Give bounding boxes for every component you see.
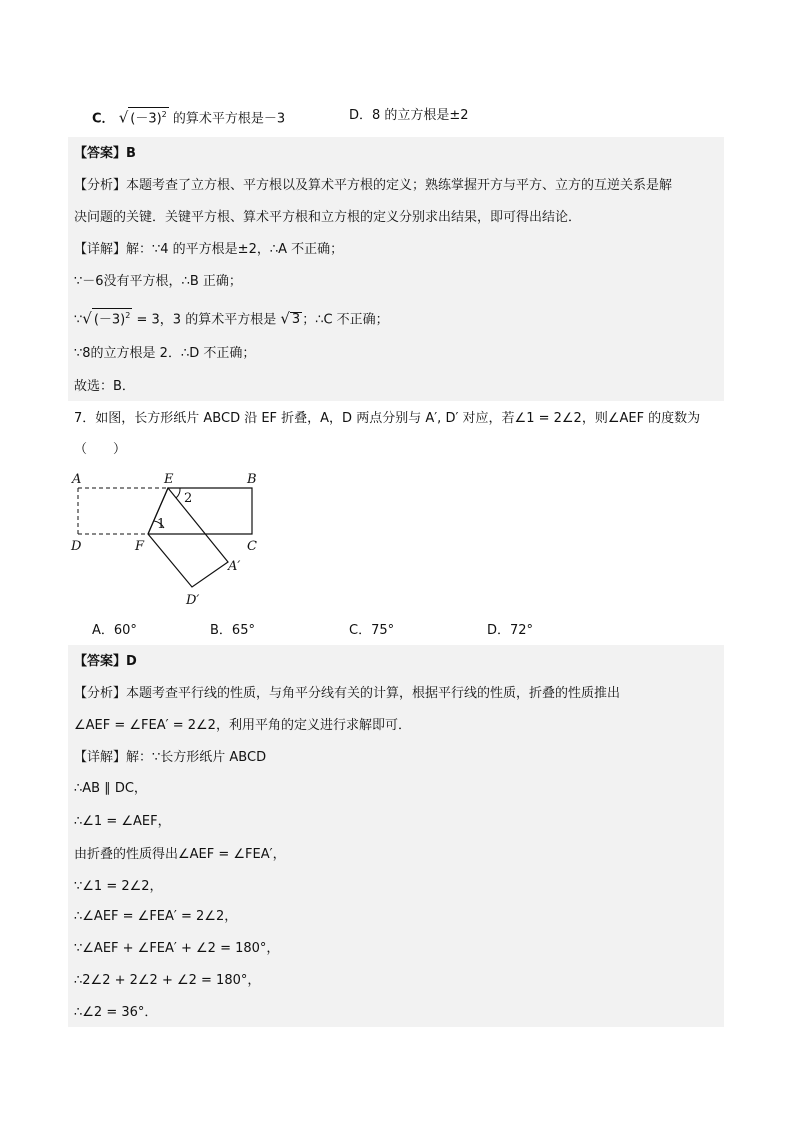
option-d: D．8 的立方根是±2	[349, 108, 469, 123]
angle-2-arc	[176, 488, 180, 498]
q7-detail-line1: 【详解】解：∵长方形纸片 ABCD	[74, 750, 267, 765]
q7-detail-line6: ∴∠AEF = ∠FEA′ = 2∠2，	[74, 909, 238, 924]
q6-choice: 故选：B．	[74, 379, 135, 394]
label-b: B	[247, 472, 257, 487]
q7-detail-line7: ∵∠AEF + ∠FEA′ + ∠2 = 180°，	[74, 941, 280, 956]
label-d-prime: D′	[186, 593, 200, 608]
q7-answer: 【答案】D	[74, 654, 137, 669]
label-a: A	[72, 472, 82, 487]
label-d: D	[71, 539, 82, 554]
sqrt-three: 3	[291, 312, 301, 328]
label-c: C	[247, 539, 257, 554]
q7-option-a: A．60°	[92, 623, 137, 638]
q7-option-d: D．72°	[487, 623, 534, 638]
detail-sqrt: $(-3)^2$	[92, 308, 133, 327]
label-f: F	[135, 539, 145, 554]
q7-option-b: B．65°	[210, 623, 255, 638]
q7-analysis-line2: ∠AEF = ∠FEA′ = 2∠2，利用平角的定义进行求解即可．	[74, 718, 411, 733]
q7-stem-line1: 7．如图，长方形纸片 ABCD 沿 EF 折叠，A，D 两点分别与 A′, D′ 对应，若∠1 = 2∠2，则∠AEF 的度数为	[74, 411, 701, 426]
sqrt-icon: √	[118, 108, 129, 127]
q6-detail-line2: ∵－6没有平方根，∴B 正确；	[74, 274, 242, 289]
q6-analysis-line2: 决问题的关键．关键平方根、算术平方根和立方根的定义分别求出结果，即可得出结论．	[74, 210, 582, 225]
label-angle-2: 2	[184, 491, 193, 506]
option-c-text: 的算术平方根是－3	[172, 111, 286, 127]
sqrt-icon: √	[280, 309, 290, 328]
q7-detail-line3: ∴∠1 = ∠AEF，	[74, 814, 171, 829]
label-a-prime: A′	[228, 559, 241, 574]
fold-figure	[66, 466, 276, 614]
q6-detail-line4: ∵8的立方根是 2．∴D 不正确；	[74, 346, 256, 361]
label-angle-1: 1	[157, 517, 166, 532]
q7-detail-line8: ∴2∠2 + 2∠2 + ∠2 = 180°，	[74, 973, 261, 988]
q7-detail-line2: ∴AB ∥ DC，	[74, 781, 147, 796]
q7-stem-line2: （ ）	[74, 442, 127, 457]
sqrt-icon: √	[82, 309, 92, 328]
q7-analysis-line1: 【分析】本题考查平行线的性质，与角平分线有关的计算，根据平行线的性质，折叠的性质推出	[74, 686, 621, 701]
q7-option-c: C．75°	[349, 623, 395, 638]
option-c-label: C．	[92, 111, 115, 127]
option-c	[92, 107, 285, 128]
q6-detail-line1: 【详解】解：∵4 的平方根是±2，∴A 不正确；	[74, 242, 344, 257]
q7-detail-line5: ∵∠1 = 2∠2，	[74, 879, 163, 894]
option-c-sqrt: $(-3)^2$	[128, 107, 169, 126]
label-e: E	[164, 472, 174, 487]
q7-detail-line9: ∴∠2 = 36°．	[74, 1005, 158, 1020]
q6-answer: 【答案】B	[74, 146, 136, 161]
q7-detail-line4: 由折叠的性质得出∠AEF = ∠FEA′，	[74, 847, 286, 862]
q6-detail-line3: ∵√ $(-3)^2 = 3$，3 的算术平方根是 √ 3 ；∴C 不正确；	[74, 309, 389, 328]
q6-analysis-line1: 【分析】本题考查了立方根、平方根以及算术平方根的定义；熟练掌握开方与平方、立方的互逆关系是解	[74, 178, 673, 193]
